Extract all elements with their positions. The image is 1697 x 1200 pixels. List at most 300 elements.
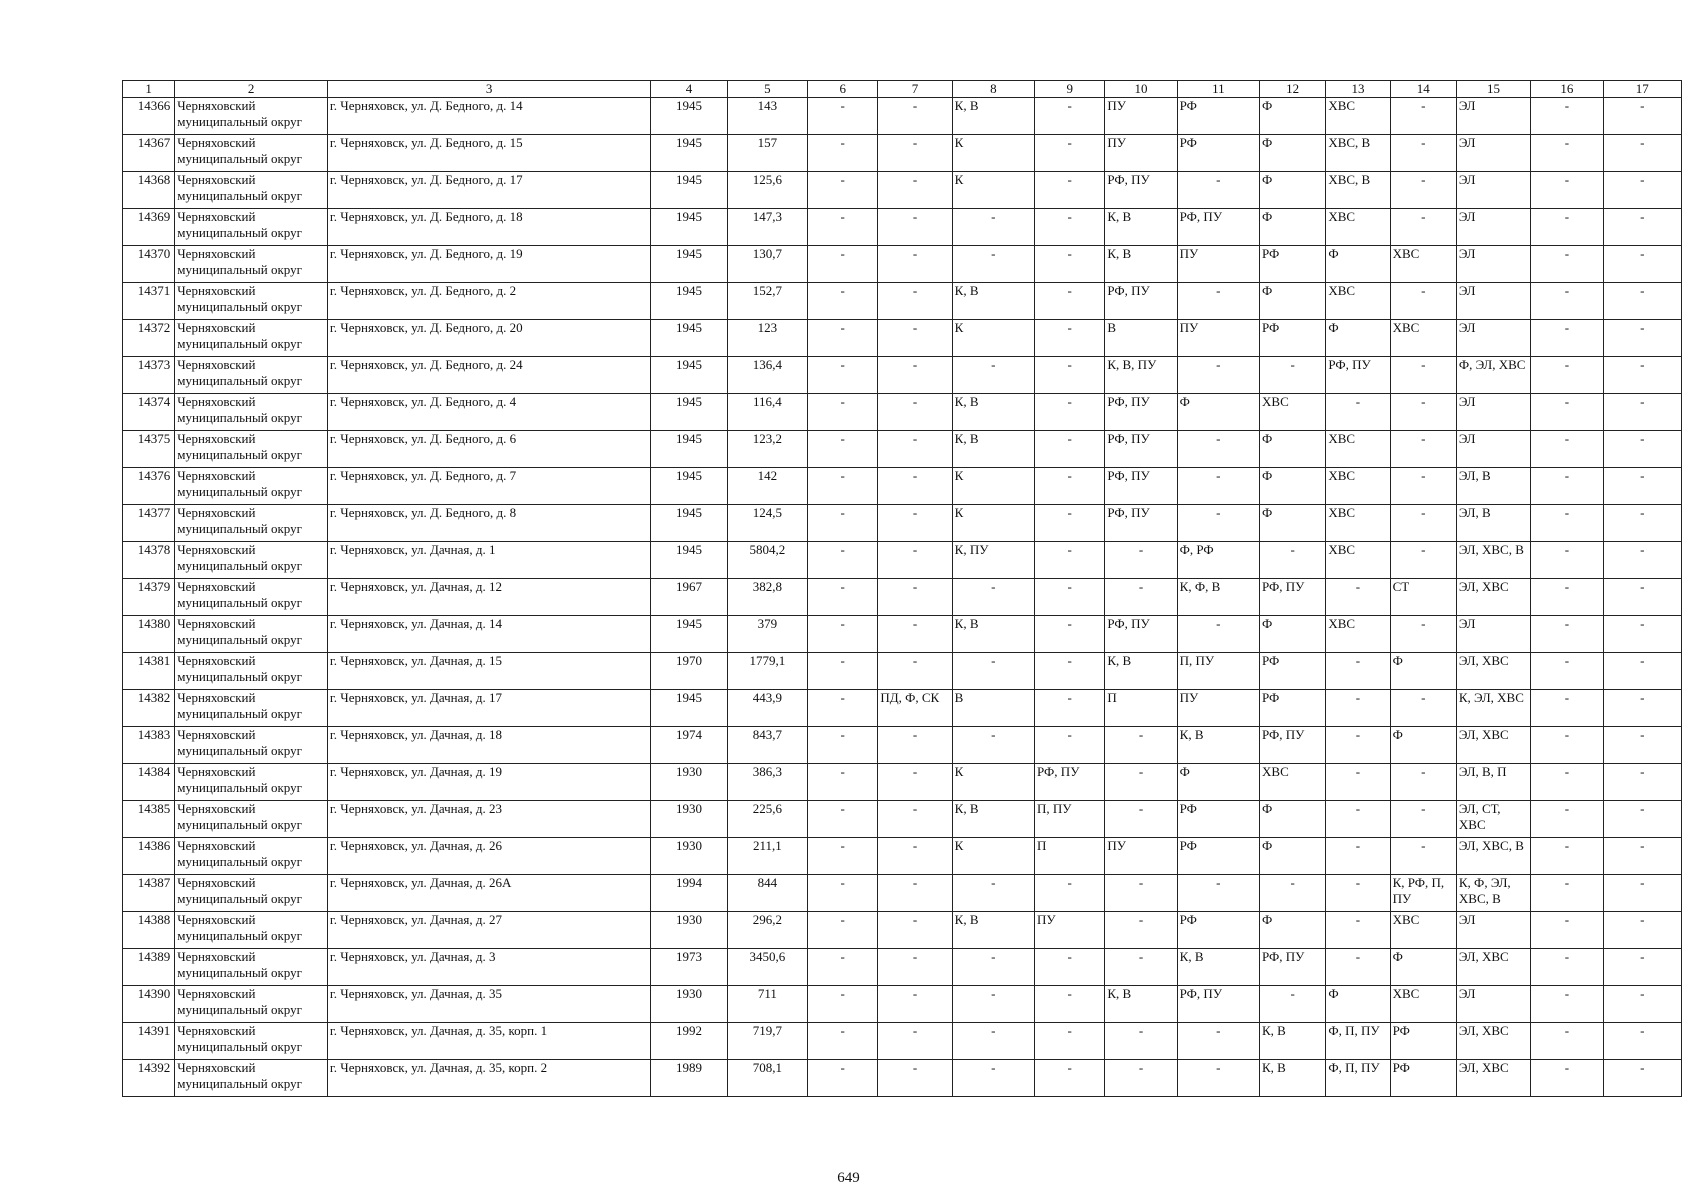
- table-cell-col-2: Черняховский муниципальный округ: [175, 246, 328, 283]
- table-cell-col-17: -: [1603, 135, 1681, 172]
- table-cell-col-3: г. Черняховск, ул. Дачная, д. 17: [327, 690, 650, 727]
- table-cell-col-11: РФ: [1177, 801, 1259, 838]
- table-cell-col-6: -: [808, 135, 878, 172]
- table-cell-col-7: -: [878, 505, 952, 542]
- table-row: [123, 875, 1682, 912]
- table-cell-col-2: Черняховский муниципальный округ: [175, 1023, 328, 1060]
- table-cell-col-8: К: [952, 172, 1034, 209]
- table-cell-col-17: -: [1603, 320, 1681, 357]
- table-cell-col-10: ПУ: [1105, 135, 1177, 172]
- table-row: [123, 394, 1682, 431]
- table-cell-col-10: ПУ: [1105, 98, 1177, 135]
- table-cell-col-11: Ф: [1177, 764, 1259, 801]
- table-cell-col-15: К, Ф, ЭЛ, ХВС, В: [1456, 875, 1530, 912]
- table-cell-col-17: -: [1603, 801, 1681, 838]
- table-cell-col-1: 14373: [123, 357, 175, 394]
- table-cell-col-8: -: [952, 653, 1034, 690]
- table-cell-col-7: -: [878, 246, 952, 283]
- table-cell-col-17: -: [1603, 98, 1681, 135]
- column-header-9: 9: [1035, 81, 1105, 98]
- table-cell-col-8: К, В: [952, 431, 1034, 468]
- table-cell-col-4: 1945: [651, 690, 727, 727]
- table-cell-col-10: -: [1105, 1060, 1177, 1097]
- table-cell-col-15: ЭЛ: [1456, 912, 1530, 949]
- table-cell-col-11: -: [1177, 172, 1259, 209]
- table-cell-col-6: -: [808, 875, 878, 912]
- table-cell-col-8: В: [952, 690, 1034, 727]
- table-cell-col-4: 1945: [651, 283, 727, 320]
- table-cell-col-4: 1967: [651, 579, 727, 616]
- table-cell-col-9: -: [1035, 875, 1105, 912]
- table-cell-col-15: ЭЛ, СТ, ХВС: [1456, 801, 1530, 838]
- table-cell-col-4: 1945: [651, 172, 727, 209]
- table-cell-col-10: -: [1105, 542, 1177, 579]
- column-header-14: 14: [1390, 81, 1456, 98]
- table-cell-col-14: -: [1390, 394, 1456, 431]
- table-cell-col-13: -: [1326, 764, 1390, 801]
- table-cell-col-9: -: [1035, 172, 1105, 209]
- table-cell-col-16: -: [1531, 394, 1603, 431]
- table-cell-col-9: ПУ: [1035, 912, 1105, 949]
- table-cell-col-6: -: [808, 431, 878, 468]
- table-cell-col-7: -: [878, 653, 952, 690]
- table-cell-col-15: ЭЛ, В: [1456, 505, 1530, 542]
- table-cell-col-15: ЭЛ: [1456, 431, 1530, 468]
- table-cell-col-8: К: [952, 135, 1034, 172]
- table-cell-col-6: -: [808, 986, 878, 1023]
- table-cell-col-2: Черняховский муниципальный округ: [175, 838, 328, 875]
- table-cell-col-12: ХВС: [1260, 394, 1326, 431]
- table-cell-col-6: -: [808, 1060, 878, 1097]
- table-cell-col-5: 123: [727, 320, 807, 357]
- table-cell-col-2: Черняховский муниципальный округ: [175, 616, 328, 653]
- table-cell-col-15: ЭЛ, ХВС: [1456, 579, 1530, 616]
- table-cell-col-8: -: [952, 1023, 1034, 1060]
- table-cell-col-6: -: [808, 727, 878, 764]
- table-cell-col-15: Ф, ЭЛ, ХВС: [1456, 357, 1530, 394]
- table-cell-col-13: Ф: [1326, 320, 1390, 357]
- table-cell-col-14: Ф: [1390, 653, 1456, 690]
- table-cell-col-8: -: [952, 727, 1034, 764]
- table-cell-col-17: -: [1603, 468, 1681, 505]
- table-cell-col-14: -: [1390, 209, 1456, 246]
- table-cell-col-15: ЭЛ: [1456, 283, 1530, 320]
- table-cell-col-16: -: [1531, 912, 1603, 949]
- table-cell-col-10: К, В, ПУ: [1105, 357, 1177, 394]
- table-cell-col-6: -: [808, 172, 878, 209]
- table-cell-col-2: Черняховский муниципальный округ: [175, 1060, 328, 1097]
- table-cell-col-16: -: [1531, 209, 1603, 246]
- table-cell-col-3: г. Черняховск, ул. Дачная, д. 27: [327, 912, 650, 949]
- table-cell-col-16: -: [1531, 1023, 1603, 1060]
- table-cell-col-5: 116,4: [727, 394, 807, 431]
- table-cell-col-12: РФ: [1260, 320, 1326, 357]
- table-cell-col-11: РФ: [1177, 912, 1259, 949]
- table-cell-col-17: -: [1603, 579, 1681, 616]
- table-cell-col-12: Ф: [1260, 505, 1326, 542]
- table-cell-col-16: -: [1531, 542, 1603, 579]
- table-cell-col-7: -: [878, 209, 952, 246]
- table-cell-col-13: Ф: [1326, 246, 1390, 283]
- table-cell-col-12: Ф: [1260, 98, 1326, 135]
- table-cell-col-7: -: [878, 801, 952, 838]
- table-cell-col-4: 1989: [651, 1060, 727, 1097]
- table-cell-col-13: -: [1326, 394, 1390, 431]
- table-cell-col-13: ХВС, В: [1326, 135, 1390, 172]
- table-cell-col-6: -: [808, 505, 878, 542]
- table-cell-col-9: -: [1035, 727, 1105, 764]
- table-cell-col-10: РФ, ПУ: [1105, 283, 1177, 320]
- table-cell-col-6: -: [808, 801, 878, 838]
- table-cell-col-3: г. Черняховск, ул. Д. Бедного, д. 20: [327, 320, 650, 357]
- table-cell-col-8: К, В: [952, 801, 1034, 838]
- table-cell-col-10: -: [1105, 949, 1177, 986]
- table-cell-col-13: ХВС: [1326, 542, 1390, 579]
- table-cell-col-12: К, В: [1260, 1023, 1326, 1060]
- table-cell-col-14: СТ: [1390, 579, 1456, 616]
- table-cell-col-4: 1945: [651, 468, 727, 505]
- table-cell-col-12: К, В: [1260, 1060, 1326, 1097]
- table-cell-col-10: К, В: [1105, 653, 1177, 690]
- column-header-7: 7: [878, 81, 952, 98]
- table-cell-col-8: К, В: [952, 616, 1034, 653]
- register-table-sheet: [122, 80, 1682, 1097]
- table-cell-col-9: П: [1035, 838, 1105, 875]
- table-row: [123, 838, 1682, 875]
- table-cell-col-17: -: [1603, 875, 1681, 912]
- table-cell-col-1: 14371: [123, 283, 175, 320]
- table-cell-col-6: -: [808, 320, 878, 357]
- table-cell-col-3: г. Черняховск, ул. Дачная, д. 14: [327, 616, 650, 653]
- table-cell-col-15: ЭЛ, ХВС: [1456, 949, 1530, 986]
- table-cell-col-17: -: [1603, 616, 1681, 653]
- table-cell-col-13: -: [1326, 653, 1390, 690]
- table-cell-col-12: Ф: [1260, 616, 1326, 653]
- column-header-4: 4: [651, 81, 727, 98]
- table-cell-col-7: -: [878, 986, 952, 1023]
- table-cell-col-2: Черняховский муниципальный округ: [175, 653, 328, 690]
- table-cell-col-2: Черняховский муниципальный округ: [175, 431, 328, 468]
- table-cell-col-7: -: [878, 1060, 952, 1097]
- table-cell-col-2: Черняховский муниципальный округ: [175, 172, 328, 209]
- table-row: [123, 357, 1682, 394]
- table-cell-col-12: РФ: [1260, 690, 1326, 727]
- table-cell-col-11: РФ: [1177, 838, 1259, 875]
- table-cell-col-15: ЭЛ, В: [1456, 468, 1530, 505]
- table-cell-col-11: -: [1177, 357, 1259, 394]
- table-cell-col-13: -: [1326, 875, 1390, 912]
- table-cell-col-6: -: [808, 246, 878, 283]
- table-cell-col-2: Черняховский муниципальный округ: [175, 135, 328, 172]
- table-cell-col-10: -: [1105, 579, 1177, 616]
- table-cell-col-17: -: [1603, 764, 1681, 801]
- table-row: [123, 912, 1682, 949]
- table-cell-col-9: -: [1035, 949, 1105, 986]
- table-cell-col-6: -: [808, 616, 878, 653]
- table-cell-col-8: К: [952, 468, 1034, 505]
- table-cell-col-5: 143: [727, 98, 807, 135]
- table-cell-col-8: К: [952, 320, 1034, 357]
- table-cell-col-6: -: [808, 98, 878, 135]
- column-header-6: 6: [808, 81, 878, 98]
- table-row: [123, 98, 1682, 135]
- column-number-row: [123, 81, 1682, 98]
- table-cell-col-4: 1945: [651, 505, 727, 542]
- table-cell-col-14: -: [1390, 283, 1456, 320]
- table-cell-col-4: 1945: [651, 98, 727, 135]
- table-cell-col-8: К: [952, 764, 1034, 801]
- table-cell-col-1: 14376: [123, 468, 175, 505]
- column-header-15: 15: [1456, 81, 1530, 98]
- table-cell-col-17: -: [1603, 653, 1681, 690]
- table-cell-col-12: РФ: [1260, 653, 1326, 690]
- table-cell-col-11: -: [1177, 616, 1259, 653]
- table-cell-col-3: г. Черняховск, ул. Д. Бедного, д. 2: [327, 283, 650, 320]
- table-cell-col-11: РФ: [1177, 135, 1259, 172]
- table-cell-col-2: Черняховский муниципальный округ: [175, 690, 328, 727]
- table-cell-col-17: -: [1603, 1023, 1681, 1060]
- table-cell-col-16: -: [1531, 616, 1603, 653]
- table-cell-col-17: -: [1603, 283, 1681, 320]
- table-cell-col-17: -: [1603, 838, 1681, 875]
- table-row: [123, 1060, 1682, 1097]
- table-cell-col-5: 225,6: [727, 801, 807, 838]
- table-cell-col-6: -: [808, 912, 878, 949]
- table-cell-col-1: 14387: [123, 875, 175, 912]
- table-cell-col-3: г. Черняховск, ул. Дачная, д. 35: [327, 986, 650, 1023]
- table-cell-col-8: К, В: [952, 98, 1034, 135]
- table-cell-col-12: Ф: [1260, 838, 1326, 875]
- table-cell-col-11: -: [1177, 875, 1259, 912]
- table-cell-col-4: 1945: [651, 209, 727, 246]
- table-cell-col-11: К, Ф, В: [1177, 579, 1259, 616]
- table-cell-col-12: Ф: [1260, 912, 1326, 949]
- table-cell-col-7: -: [878, 320, 952, 357]
- table-cell-col-9: -: [1035, 135, 1105, 172]
- table-cell-col-1: 14388: [123, 912, 175, 949]
- table-cell-col-1: 14366: [123, 98, 175, 135]
- table-cell-col-9: -: [1035, 653, 1105, 690]
- table-cell-col-11: -: [1177, 505, 1259, 542]
- table-cell-col-2: Черняховский муниципальный округ: [175, 394, 328, 431]
- table-cell-col-8: К, ПУ: [952, 542, 1034, 579]
- table-cell-col-1: 14391: [123, 1023, 175, 1060]
- column-header-5: 5: [727, 81, 807, 98]
- table-cell-col-17: -: [1603, 949, 1681, 986]
- column-header-17: 17: [1603, 81, 1681, 98]
- table-cell-col-15: ЭЛ, В, П: [1456, 764, 1530, 801]
- table-cell-col-17: -: [1603, 246, 1681, 283]
- table-cell-col-14: -: [1390, 505, 1456, 542]
- table-cell-col-2: Черняховский муниципальный округ: [175, 320, 328, 357]
- column-header-3: 3: [327, 81, 650, 98]
- table-cell-col-15: ЭЛ: [1456, 98, 1530, 135]
- table-cell-col-9: -: [1035, 542, 1105, 579]
- column-header-2: 2: [175, 81, 328, 98]
- table-cell-col-15: ЭЛ: [1456, 135, 1530, 172]
- table-cell-col-13: -: [1326, 838, 1390, 875]
- table-cell-col-13: -: [1326, 801, 1390, 838]
- table-cell-col-15: ЭЛ: [1456, 616, 1530, 653]
- page-number: 649: [837, 1170, 860, 1186]
- table-cell-col-3: г. Черняховск, ул. Дачная, д. 23: [327, 801, 650, 838]
- table-cell-col-1: 14378: [123, 542, 175, 579]
- table-cell-col-5: 123,2: [727, 431, 807, 468]
- table-cell-col-13: ХВС: [1326, 505, 1390, 542]
- table-cell-col-11: -: [1177, 1023, 1259, 1060]
- table-cell-col-13: ХВС: [1326, 468, 1390, 505]
- table-row: [123, 320, 1682, 357]
- table-cell-col-7: -: [878, 579, 952, 616]
- table-cell-col-4: 1945: [651, 394, 727, 431]
- table-cell-col-16: -: [1531, 468, 1603, 505]
- table-cell-col-6: -: [808, 653, 878, 690]
- table-cell-col-10: -: [1105, 1023, 1177, 1060]
- table-cell-col-16: -: [1531, 172, 1603, 209]
- table-cell-col-12: Ф: [1260, 431, 1326, 468]
- table-cell-col-12: РФ, ПУ: [1260, 727, 1326, 764]
- table-cell-col-5: 125,6: [727, 172, 807, 209]
- table-cell-col-15: ЭЛ: [1456, 320, 1530, 357]
- table-cell-col-4: 1945: [651, 135, 727, 172]
- table-row: [123, 542, 1682, 579]
- table-cell-col-3: г. Черняховск, ул. Дачная, д. 1: [327, 542, 650, 579]
- table-cell-col-7: -: [878, 727, 952, 764]
- table-cell-col-15: ЭЛ, ХВС: [1456, 1023, 1530, 1060]
- table-row: [123, 616, 1682, 653]
- table-cell-col-10: РФ, ПУ: [1105, 468, 1177, 505]
- table-cell-col-17: -: [1603, 1060, 1681, 1097]
- table-cell-col-14: РФ: [1390, 1060, 1456, 1097]
- table-cell-col-11: -: [1177, 431, 1259, 468]
- table-cell-col-15: К, ЭЛ, ХВС: [1456, 690, 1530, 727]
- table-cell-col-12: Ф: [1260, 209, 1326, 246]
- table-cell-col-3: г. Черняховск, ул. Д. Бедного, д. 7: [327, 468, 650, 505]
- table-cell-col-5: 142: [727, 468, 807, 505]
- table-cell-col-13: -: [1326, 727, 1390, 764]
- table-cell-col-4: 1930: [651, 986, 727, 1023]
- table-cell-col-2: Черняховский муниципальный округ: [175, 98, 328, 135]
- table-cell-col-15: ЭЛ, ХВС: [1456, 727, 1530, 764]
- table-cell-col-17: -: [1603, 690, 1681, 727]
- table-cell-col-14: -: [1390, 172, 1456, 209]
- table-cell-col-17: -: [1603, 172, 1681, 209]
- table-row: [123, 468, 1682, 505]
- table-cell-col-9: -: [1035, 690, 1105, 727]
- table-cell-col-10: -: [1105, 764, 1177, 801]
- table-cell-col-13: -: [1326, 690, 1390, 727]
- column-header-13: 13: [1326, 81, 1390, 98]
- table-cell-col-14: -: [1390, 135, 1456, 172]
- table-cell-col-15: ЭЛ: [1456, 172, 1530, 209]
- table-cell-col-3: г. Черняховск, ул. Дачная, д. 12: [327, 579, 650, 616]
- table-cell-col-5: 130,7: [727, 246, 807, 283]
- table-cell-col-1: 14390: [123, 986, 175, 1023]
- table-cell-col-3: г. Черняховск, ул. Дачная, д. 35, корп. 2: [327, 1060, 650, 1097]
- table-cell-col-10: -: [1105, 912, 1177, 949]
- table-cell-col-12: РФ: [1260, 246, 1326, 283]
- table-cell-col-17: -: [1603, 357, 1681, 394]
- table-cell-col-17: -: [1603, 912, 1681, 949]
- table-row: [123, 690, 1682, 727]
- table-cell-col-4: 1930: [651, 838, 727, 875]
- table-cell-col-6: -: [808, 209, 878, 246]
- table-cell-col-14: -: [1390, 357, 1456, 394]
- table-cell-col-11: Ф: [1177, 394, 1259, 431]
- table-cell-col-14: ХВС: [1390, 986, 1456, 1023]
- table-cell-col-4: 1945: [651, 246, 727, 283]
- table-row: [123, 801, 1682, 838]
- table-cell-col-2: Черняховский муниципальный округ: [175, 579, 328, 616]
- table-cell-col-5: 382,8: [727, 579, 807, 616]
- column-header-12: 12: [1260, 81, 1326, 98]
- table-cell-col-2: Черняховский муниципальный округ: [175, 949, 328, 986]
- table-cell-col-14: Ф: [1390, 949, 1456, 986]
- table-cell-col-4: 1970: [651, 653, 727, 690]
- table-cell-col-6: -: [808, 764, 878, 801]
- table-cell-col-1: 14389: [123, 949, 175, 986]
- table-cell-col-15: ЭЛ: [1456, 394, 1530, 431]
- table-cell-col-1: 14377: [123, 505, 175, 542]
- table-cell-col-7: -: [878, 838, 952, 875]
- table-cell-col-15: ЭЛ: [1456, 246, 1530, 283]
- table-row: [123, 764, 1682, 801]
- table-row: [123, 1023, 1682, 1060]
- table-cell-col-13: ХВС: [1326, 98, 1390, 135]
- table-cell-col-7: -: [878, 283, 952, 320]
- table-row: [123, 986, 1682, 1023]
- table-cell-col-8: К, В: [952, 283, 1034, 320]
- table-cell-col-16: -: [1531, 801, 1603, 838]
- table-cell-col-9: -: [1035, 283, 1105, 320]
- table-cell-col-11: К, В: [1177, 949, 1259, 986]
- table-cell-col-11: ПУ: [1177, 246, 1259, 283]
- table-cell-col-1: 14380: [123, 616, 175, 653]
- table-cell-col-9: П, ПУ: [1035, 801, 1105, 838]
- table-cell-col-11: Ф, РФ: [1177, 542, 1259, 579]
- table-cell-col-3: г. Черняховск, ул. Дачная, д. 18: [327, 727, 650, 764]
- table-cell-col-4: 1945: [651, 320, 727, 357]
- table-cell-col-8: К: [952, 838, 1034, 875]
- table-cell-col-7: -: [878, 431, 952, 468]
- table-cell-col-4: 1973: [651, 949, 727, 986]
- table-cell-col-6: -: [808, 468, 878, 505]
- table-cell-col-9: -: [1035, 209, 1105, 246]
- table-cell-col-12: -: [1260, 542, 1326, 579]
- table-cell-col-3: г. Черняховск, ул. Дачная, д. 35, корп. 1: [327, 1023, 650, 1060]
- table-cell-col-4: 1945: [651, 616, 727, 653]
- table-cell-col-12: -: [1260, 986, 1326, 1023]
- table-cell-col-11: ПУ: [1177, 690, 1259, 727]
- table-cell-col-10: П: [1105, 690, 1177, 727]
- table-cell-col-16: -: [1531, 357, 1603, 394]
- table-cell-col-11: ПУ: [1177, 320, 1259, 357]
- table-cell-col-5: 157: [727, 135, 807, 172]
- table-cell-col-1: 14383: [123, 727, 175, 764]
- table-body: [123, 98, 1682, 1097]
- table-row: [123, 209, 1682, 246]
- table-cell-col-11: -: [1177, 283, 1259, 320]
- table-cell-col-1: 14368: [123, 172, 175, 209]
- table-cell-col-14: -: [1390, 431, 1456, 468]
- table-cell-col-12: -: [1260, 357, 1326, 394]
- table-cell-col-13: ХВС: [1326, 431, 1390, 468]
- table-cell-col-10: РФ, ПУ: [1105, 431, 1177, 468]
- table-cell-col-14: К, РФ, П, ПУ: [1390, 875, 1456, 912]
- table-cell-col-8: -: [952, 986, 1034, 1023]
- table-cell-col-4: 1994: [651, 875, 727, 912]
- table-cell-col-10: К, В: [1105, 986, 1177, 1023]
